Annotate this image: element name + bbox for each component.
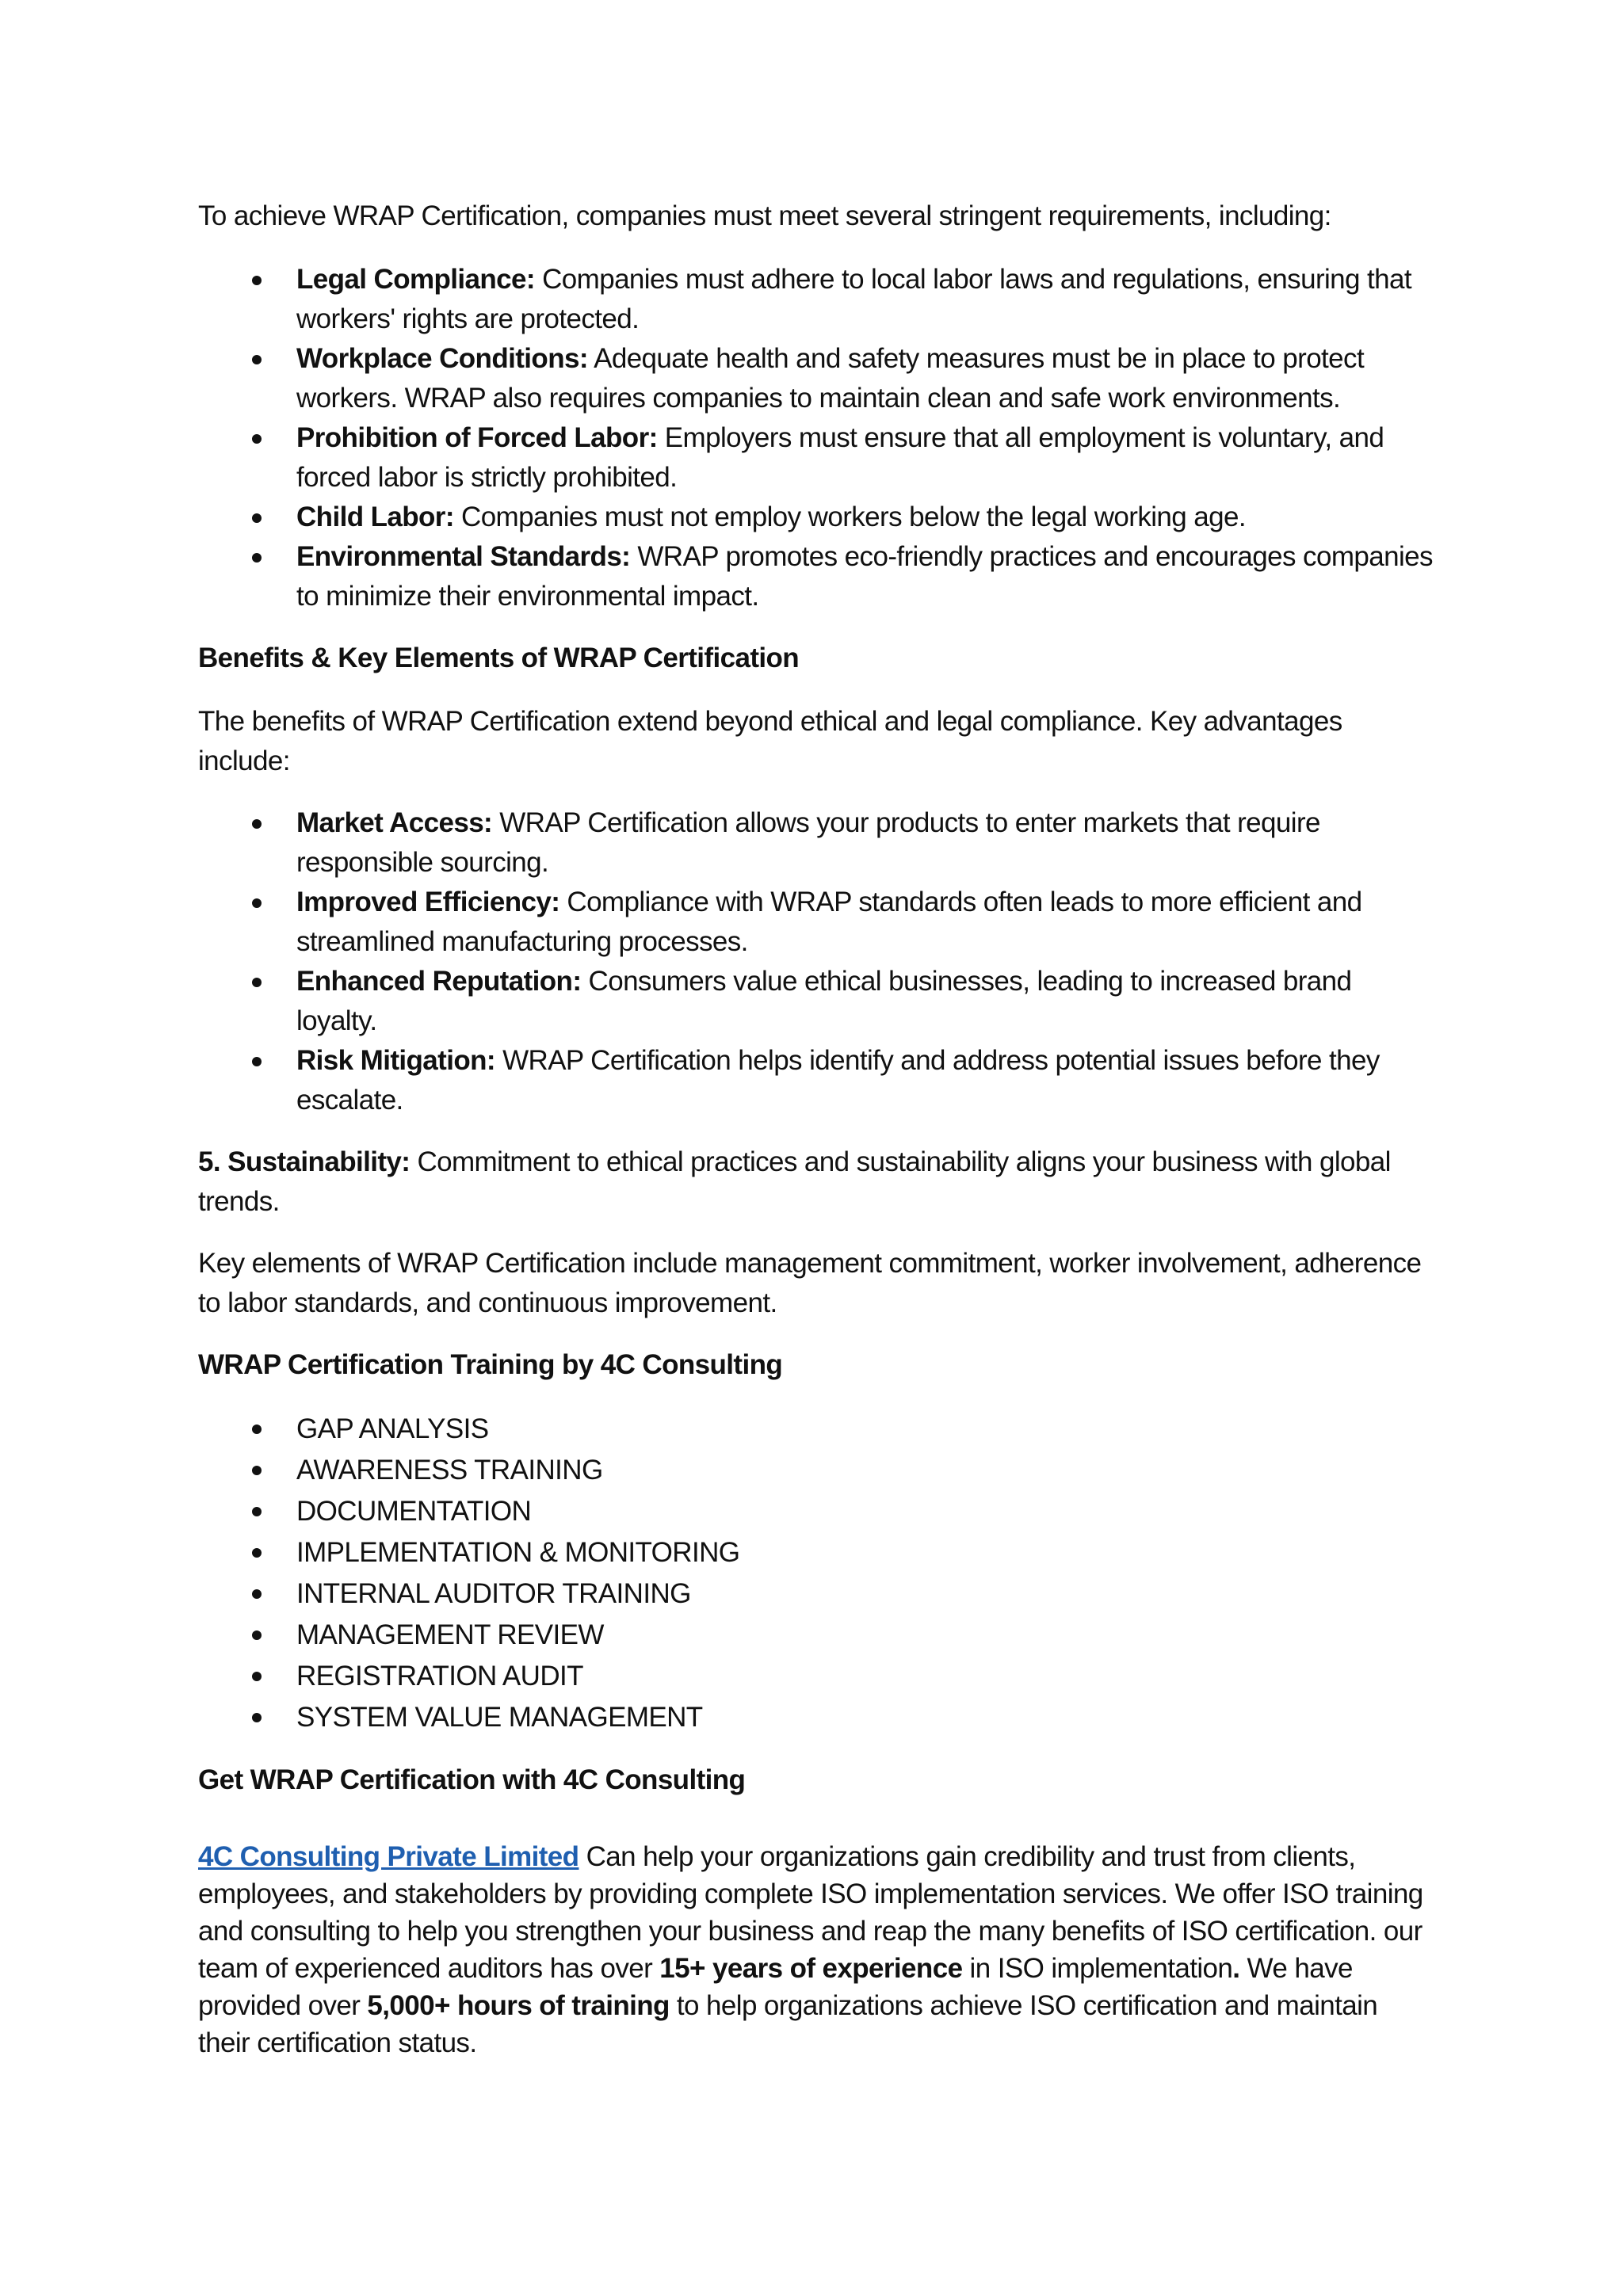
training-heading: WRAP Certification Training by 4C Consulting <box>198 1349 783 1380</box>
bullet-icon <box>252 1548 262 1558</box>
item-label: Legal Compliance: <box>296 264 535 295</box>
list-item <box>198 1615 1433 1656</box>
key-elements-paragraph: Key elements of WRAP Certification include management commitment, worker involvement, adherence to labor standards, and continuous improvement. <box>198 1248 1422 1318</box>
item-label: Child Labor: <box>296 502 454 532</box>
bullet-icon <box>252 819 262 829</box>
bullet-icon <box>252 276 262 285</box>
list-item <box>198 1532 1433 1573</box>
list-item <box>198 803 1433 883</box>
list-item <box>198 1041 1433 1120</box>
requirements-list <box>198 260 1433 616</box>
closing-text-3: We have provided over <box>198 1953 1353 2021</box>
list-item <box>198 1491 1433 1532</box>
closing-period: . <box>1232 1953 1240 1984</box>
list-item <box>198 1656 1433 1697</box>
item-text: INTERNAL AUDITOR TRAINING <box>296 1578 691 1609</box>
list-item <box>198 1409 1433 1450</box>
bullet-icon <box>252 1630 262 1640</box>
item-label: Prohibition of Forced Labor: <box>296 422 658 453</box>
benefits-intro: The benefits of WRAP Certification extend beyond ethical and legal compliance. Key advantages include: <box>198 706 1342 776</box>
closing-text-1: Can help your organizations gain credibility and trust from clients, employees, and stakeholders by providing complete ISO implementation services. We offer ISO training and consulting to help you strengthen your business and reap the many benefits of ISO certification. our team of experienced auditors has over <box>198 1841 1423 1984</box>
bullet-icon <box>252 1425 262 1434</box>
list-item <box>198 498 1433 537</box>
training-hours-highlight: 5,000+ hours of training <box>367 1990 670 2021</box>
item-text: Companies must not employ workers below the legal working age. <box>453 502 1246 532</box>
item-text: WRAP Certification helps identify and address potential issues before they escalate. <box>296 1045 1380 1116</box>
item-text: SYSTEM VALUE MANAGEMENT <box>296 1702 703 1733</box>
benefits-heading: Benefits & Key Elements of WRAP Certification <box>198 643 800 673</box>
closing-text-2: in ISO implementation <box>962 1953 1233 1984</box>
item-label: Environmental Standards: <box>296 541 631 572</box>
list-item <box>198 883 1433 962</box>
sustainability-paragraph <box>198 1142 1433 1222</box>
bullet-icon <box>252 355 262 364</box>
item-text: AWARENESS TRAINING <box>296 1455 603 1486</box>
item-label: Workplace Conditions: <box>296 343 588 374</box>
item-label: Improved Efficiency: <box>296 887 560 917</box>
item-text: Companies must adhere to local labor laws and regulations, ensuring that workers' rights are protected. <box>296 264 1412 334</box>
company-link[interactable]: 4C Consulting Private Limited <box>198 1841 579 1872</box>
item-text: IMPLEMENTATION & MONITORING <box>296 1537 740 1568</box>
bullet-icon <box>252 1713 262 1722</box>
item-text: Compliance with WRAP standards often leads to more efficient and streamlined manufacturing processes. <box>296 887 1362 957</box>
experience-highlight: 15+ years of experience <box>659 1953 963 1984</box>
item-text: GAP ANALYSIS <box>296 1413 489 1444</box>
bullet-icon <box>252 1589 262 1599</box>
benefits-list <box>198 803 1433 1120</box>
list-item <box>198 1697 1433 1738</box>
sustainability-text: Commitment to ethical practices and sustainability aligns your business with global trends. <box>198 1146 1391 1217</box>
list-item <box>198 339 1433 418</box>
closing-paragraph <box>198 1838 1433 2061</box>
list-item <box>198 418 1433 498</box>
item-text: Consumers value ethical businesses, leading to increased brand loyalty. <box>296 966 1352 1036</box>
item-text: DOCUMENTATION <box>296 1496 532 1527</box>
closing-text-4: to help organizations achieve ISO certification and maintain their certification status. <box>198 1990 1378 2058</box>
list-item <box>198 962 1433 1041</box>
item-label: Market Access: <box>296 807 493 838</box>
item-label: Enhanced Reputation: <box>296 966 582 997</box>
item-text: Adequate health and safety measures must be in place to protect workers. WRAP also requires companies to maintain clean and safe work environments. <box>296 343 1365 414</box>
bullet-icon <box>252 1507 262 1516</box>
bullet-icon <box>252 1672 262 1681</box>
list-item <box>198 1450 1433 1491</box>
bullet-icon <box>252 513 262 523</box>
list-item <box>198 1573 1433 1615</box>
bullet-icon <box>252 978 262 987</box>
list-item <box>198 537 1433 616</box>
bullet-icon <box>252 1466 262 1475</box>
bullet-icon <box>252 553 262 563</box>
intro-paragraph: To achieve WRAP Certification, companies must meet several stringent requirements, including: <box>198 200 1331 231</box>
item-text: MANAGEMENT REVIEW <box>296 1619 604 1650</box>
bullet-icon <box>252 434 262 444</box>
list-item <box>198 260 1433 339</box>
sustainability-label: 5. Sustainability: <box>198 1146 411 1177</box>
item-text: Employers must ensure that all employment is voluntary, and forced labor is strictly prohibited. <box>296 422 1384 493</box>
bullet-icon <box>252 1057 262 1066</box>
training-list <box>198 1409 1433 1738</box>
item-text: WRAP Certification allows your products to enter markets that require responsible sourcing. <box>296 807 1320 878</box>
item-text: REGISTRATION AUDIT <box>296 1661 583 1691</box>
get-certification-heading: Get WRAP Certification with 4C Consulting <box>198 1764 746 1795</box>
item-label: Risk Mitigation: <box>296 1045 495 1076</box>
bullet-icon <box>252 898 262 908</box>
item-text: WRAP promotes eco-friendly practices and encourages companies to minimize their environmental impact. <box>296 541 1433 612</box>
